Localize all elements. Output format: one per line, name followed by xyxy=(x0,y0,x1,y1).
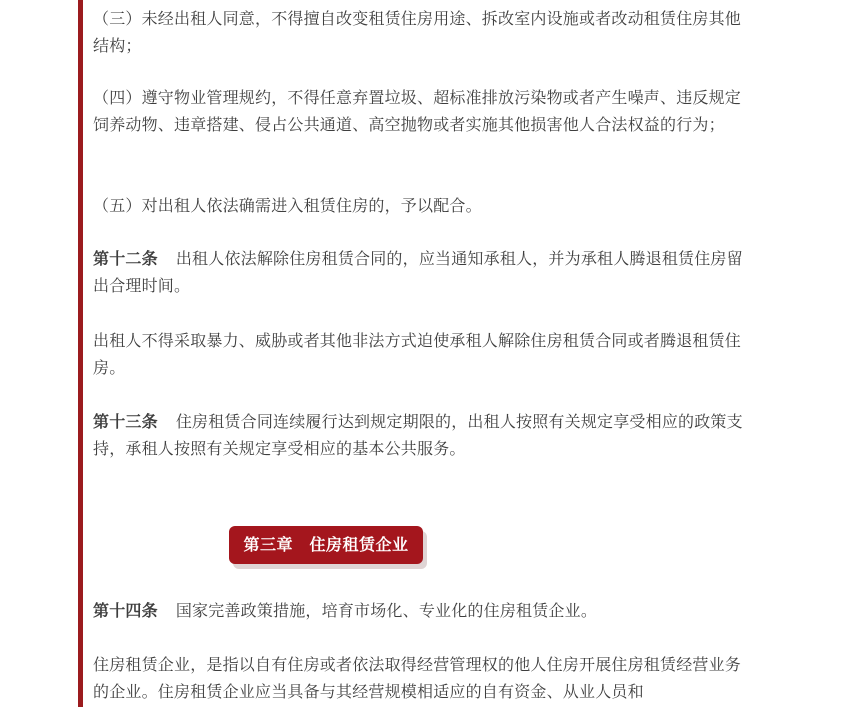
article-14-paragraph-2 xyxy=(93,652,753,705)
article-14 xyxy=(93,598,753,625)
article-14-paragraph-2-text: 住房租赁企业，是指以自有住房或者依法取得经营管理权的他人住房开展住房租赁经营业务的企业。住房租赁企业应当具备与其经营规模相适应的自有资金、从业人员和 xyxy=(93,655,742,701)
article-14-text: 国家完善政策措施，培育市场化、专业化的住房租赁企业。 xyxy=(175,601,598,620)
chapter-3-title: 第三章 住房租赁企业 xyxy=(229,526,423,564)
clause-3 xyxy=(93,6,753,59)
clause-3-text: （三）未经出租人同意，不得擅自改变租赁住房用途、拆改室内设施或者改动租赁住房其他结构； xyxy=(93,9,742,55)
article-13-text: 住房租赁合同连续履行达到规定期限的，出租人按照有关规定享受相应的政策支持，承租人按照有关规定享受相应的基本公共服务。 xyxy=(93,412,743,458)
left-accent-rule xyxy=(78,0,83,707)
chapter-heading xyxy=(229,526,423,564)
article-12-text: 出租人依法解除住房租赁合同的，应当通知承租人，并为承租人腾退租赁住房留出合理时间。 xyxy=(93,249,743,295)
article-14-heading: 第十四条 xyxy=(93,601,158,620)
article-12-paragraph-2 xyxy=(93,328,753,381)
article-13-heading: 第十三条 xyxy=(93,412,158,431)
article-12-paragraph-2-text: 出租人不得采取暴力、威胁或者其他非法方式迫使承租人解除住房租赁合同或者腾退租赁住房。 xyxy=(93,331,742,377)
article-13 xyxy=(93,409,753,462)
clause-5 xyxy=(93,193,753,220)
clause-5-text: （五）对出租人依法确需进入租赁住房的，予以配合。 xyxy=(93,196,482,215)
clause-4-text: （四）遵守物业管理规约，不得任意弃置垃圾、超标准排放污染物或者产生噪声、违反规定饲养动物、违章搭建、侵占公共通道、高空抛物或者实施其他损害他人合法权益的行为； xyxy=(93,88,742,134)
article-12 xyxy=(93,246,753,299)
clause-4 xyxy=(93,85,753,138)
article-12-heading: 第十二条 xyxy=(93,249,158,268)
